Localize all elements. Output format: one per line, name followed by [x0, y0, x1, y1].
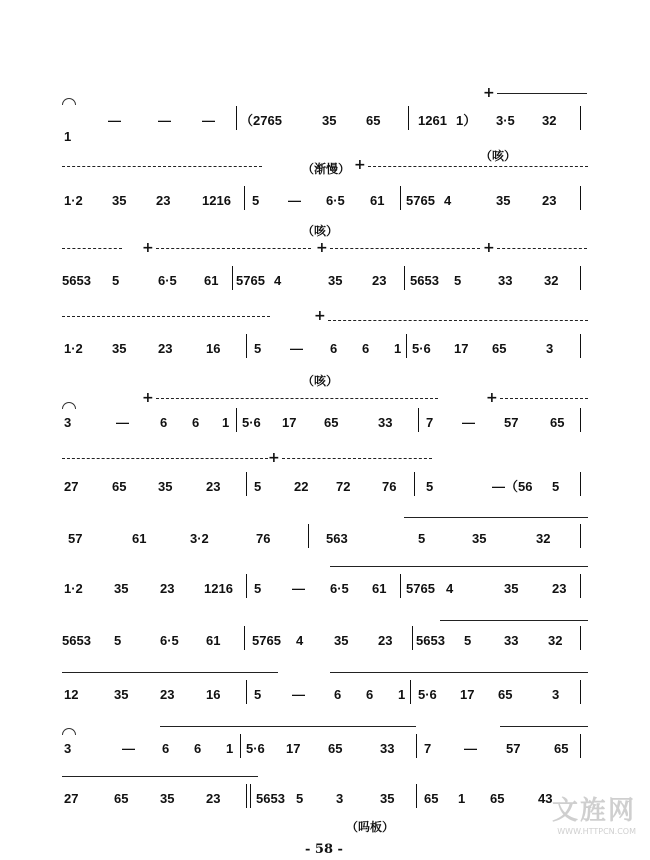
note-token: 61 — [206, 633, 221, 648]
barline — [418, 408, 419, 432]
note-token: 3 — [546, 341, 554, 356]
ornament-line — [328, 320, 588, 321]
dash-token: — — [464, 741, 477, 756]
score-row-4 — [60, 330, 590, 370]
ornament-line — [497, 248, 587, 249]
note-token: 6·5 — [326, 193, 345, 208]
note-token: 1 — [394, 341, 402, 356]
note-token: 35 — [504, 581, 519, 596]
watermark-url: WWW.HTTPCN.COM — [557, 827, 636, 836]
note-token: 27 — [64, 479, 79, 494]
note-token: 5 — [552, 479, 560, 494]
barline — [246, 574, 247, 598]
note-token: 5765 — [236, 273, 265, 288]
score-row-10 — [60, 676, 590, 716]
note-token: 23 — [378, 633, 393, 648]
note-token: 32 — [544, 273, 559, 288]
barline — [308, 524, 309, 548]
note-token: 1） — [456, 113, 477, 128]
note-token: —（56 — [492, 479, 533, 494]
note-token: 65 — [328, 741, 343, 756]
note-token: 17 — [282, 415, 297, 430]
note-token: 61 — [372, 581, 387, 596]
barline — [400, 574, 401, 598]
barline — [244, 186, 245, 210]
barline — [246, 472, 247, 496]
dash-token: — — [292, 581, 305, 596]
plus-mark: + — [316, 240, 328, 256]
barline — [232, 266, 233, 290]
ornament-line — [62, 458, 268, 459]
dash-token: — — [288, 193, 301, 208]
note-token: 4 — [446, 581, 454, 596]
note-token: 33 — [498, 273, 513, 288]
note-token: 5765 — [252, 633, 281, 648]
note-token: 35 — [322, 113, 337, 128]
note-token: 1 — [222, 415, 230, 430]
ornament-line — [156, 248, 311, 249]
barline — [410, 680, 411, 704]
note-token: 35 — [472, 531, 487, 546]
ornament-line — [62, 166, 262, 167]
note-token: 1·2 — [64, 581, 83, 596]
barline — [580, 574, 581, 598]
note-token: 3 — [336, 791, 344, 806]
note-token: 5 — [254, 687, 262, 702]
note-token: 6 — [366, 687, 374, 702]
ornament-line — [500, 726, 588, 727]
note-token: 4 — [444, 193, 452, 208]
barline — [580, 626, 581, 650]
note-token: 65 — [490, 791, 505, 806]
note-token: 6 — [330, 341, 338, 356]
note-token: 35 — [114, 581, 129, 596]
dash-token: — — [292, 687, 305, 702]
marking-yaoban: （吗板） — [346, 820, 395, 834]
ornament-line — [282, 458, 432, 459]
note-token: 5·6 — [242, 415, 261, 430]
note-token: 5765 — [406, 581, 435, 596]
barline — [580, 734, 581, 758]
note-token: 1216 — [202, 193, 231, 208]
plus-mark: + — [483, 85, 495, 101]
note-token: 5 — [464, 633, 472, 648]
note-token: 35 — [496, 193, 511, 208]
note-token: 5 — [426, 479, 434, 494]
note-token: 4 — [274, 273, 282, 288]
note-token: 23 — [372, 273, 387, 288]
note-token: 1 — [226, 741, 234, 756]
note-token: 6 — [194, 741, 202, 756]
score-row-8 — [60, 570, 590, 610]
barline — [580, 186, 581, 210]
note-token: 3 — [64, 741, 72, 756]
note-token: 61 — [132, 531, 147, 546]
dash-token: — — [290, 341, 303, 356]
score-row-5 — [60, 404, 590, 444]
note-token: 35 — [112, 193, 127, 208]
barline — [404, 266, 405, 290]
note-token: 6 — [162, 741, 170, 756]
barline — [414, 472, 415, 496]
dash-token: — — [202, 113, 215, 128]
slur-mark — [62, 402, 76, 409]
note-token: 7 — [426, 415, 434, 430]
note-token: 17 — [460, 687, 475, 702]
ornament-line — [62, 672, 278, 673]
note-token: 61 — [370, 193, 385, 208]
barline — [580, 680, 581, 704]
note-token: 5·6 — [412, 341, 431, 356]
note-token: 22 — [294, 479, 309, 494]
note-token: 23 — [552, 581, 567, 596]
ornament-line — [156, 398, 438, 399]
watermark — [552, 790, 636, 836]
note-token: 7 — [424, 741, 432, 756]
marking-ke: （咳） — [480, 149, 517, 163]
note-token: 23 — [542, 193, 557, 208]
watermark-text: 文旌网 — [551, 796, 636, 826]
note-token: 5653 — [410, 273, 439, 288]
note-token: 1·2 — [64, 193, 83, 208]
note-token: 17 — [454, 341, 469, 356]
barline — [412, 626, 413, 650]
note-token: 6 — [362, 341, 370, 356]
note-token: 5653 — [62, 633, 91, 648]
note-token: 5 — [254, 581, 262, 596]
note-token: 43 — [538, 791, 553, 806]
note-token: 57 — [504, 415, 519, 430]
note-token: 5·6 — [418, 687, 437, 702]
barline — [580, 266, 581, 290]
barline — [408, 106, 409, 130]
barline — [580, 334, 581, 358]
page-number: - 58 - — [305, 842, 343, 857]
score-row-1 — [60, 102, 590, 142]
note-token: 35 — [112, 341, 127, 356]
note-token: 32 — [548, 633, 563, 648]
note-token: 5 — [254, 341, 262, 356]
plus-mark: + — [142, 390, 154, 406]
plus-mark: + — [483, 240, 495, 256]
note-token: 33 — [504, 633, 519, 648]
note-token: 3 — [64, 415, 72, 430]
note-token: 65 — [492, 341, 507, 356]
note-token: 5 — [252, 193, 260, 208]
note-token: 6 — [334, 687, 342, 702]
barline — [240, 734, 241, 758]
note-token: 35 — [114, 687, 129, 702]
score-row-7 — [60, 520, 590, 560]
ornament-line — [62, 248, 122, 249]
plus-mark: + — [142, 240, 154, 256]
note-token: 35 — [334, 633, 349, 648]
slur-mark — [62, 98, 76, 105]
note-token: 5 — [454, 273, 462, 288]
note-token: 17 — [286, 741, 301, 756]
note-token: 65 — [114, 791, 129, 806]
barline — [236, 106, 237, 130]
note-token: （2765 — [240, 113, 282, 128]
note-token: 1216 — [204, 581, 233, 596]
note-token: 32 — [536, 531, 551, 546]
plus-mark: + — [486, 390, 498, 406]
note-token: 6·5 — [330, 581, 349, 596]
note-token: 23 — [206, 791, 221, 806]
plus-mark: + — [354, 157, 366, 173]
note-token: 35 — [160, 791, 175, 806]
barline — [580, 106, 581, 130]
note-token: 4 — [296, 633, 304, 648]
ornament-line — [330, 566, 588, 567]
note-token: 65 — [498, 687, 513, 702]
note-token: 76 — [256, 531, 271, 546]
score-row-11 — [60, 730, 590, 770]
note-token: 6 — [160, 415, 168, 430]
note-token: 33 — [378, 415, 393, 430]
note-token: 76 — [382, 479, 397, 494]
note-token: 1261 — [418, 113, 447, 128]
score-row-2 — [60, 182, 590, 222]
note-token: 5765 — [406, 193, 435, 208]
note-token: 57 — [506, 741, 521, 756]
note-token: 5 — [254, 479, 262, 494]
note-token: 23 — [206, 479, 221, 494]
note-token: 5653 — [62, 273, 91, 288]
ornament-line — [500, 398, 588, 399]
ornament-line — [497, 93, 587, 94]
barline — [416, 784, 417, 808]
barline — [244, 626, 245, 650]
note-token: 5·6 — [246, 741, 265, 756]
note-token: 65 — [550, 415, 565, 430]
note-token: 27 — [64, 791, 79, 806]
note-token: 65 — [424, 791, 439, 806]
ornament-line — [368, 166, 588, 167]
note-token: 5653 — [256, 791, 285, 806]
note-token: 6·5 — [158, 273, 177, 288]
barline — [580, 524, 581, 548]
note-token: 16 — [206, 341, 221, 356]
barline — [416, 734, 417, 758]
ornament-line — [62, 776, 258, 777]
marking-jianman: （渐慢） — [302, 162, 351, 176]
barline — [236, 408, 237, 432]
note-token: 72 — [336, 479, 351, 494]
note-token: 1·2 — [64, 341, 83, 356]
note-token: 6·5 — [160, 633, 179, 648]
note-token: 12 — [64, 687, 79, 702]
slur-mark — [62, 728, 76, 735]
note-token: 16 — [206, 687, 221, 702]
note-token: 1 — [398, 687, 406, 702]
note-token: 23 — [160, 687, 175, 702]
note-token: 1 — [64, 129, 72, 144]
note-token: 65 — [554, 741, 569, 756]
note-token: 61 — [204, 273, 219, 288]
double-barline — [246, 784, 251, 808]
barline — [580, 472, 581, 496]
note-token: 32 — [542, 113, 557, 128]
barline — [246, 334, 247, 358]
note-token: 23 — [160, 581, 175, 596]
ornament-line — [160, 726, 416, 727]
plus-mark: + — [268, 450, 280, 466]
note-token: 1 — [458, 791, 466, 806]
ornament-line — [62, 316, 270, 317]
score-row-6 — [60, 468, 590, 508]
marking-ke: （咳） — [302, 224, 339, 238]
note-token: 23 — [156, 193, 171, 208]
note-token: 57 — [68, 531, 83, 546]
note-token: 23 — [158, 341, 173, 356]
dash-token: — — [122, 741, 135, 756]
ornament-line — [404, 517, 588, 518]
marking-ke: （咳） — [302, 374, 339, 388]
note-token: 65 — [112, 479, 127, 494]
note-token: 65 — [324, 415, 339, 430]
dash-token: — — [462, 415, 475, 430]
barline — [246, 680, 247, 704]
note-token: 6 — [192, 415, 200, 430]
note-token: 5653 — [416, 633, 445, 648]
note-token: 35 — [328, 273, 343, 288]
ornament-line — [440, 620, 588, 621]
note-token: 3 — [552, 687, 560, 702]
note-token: 563 — [326, 531, 348, 546]
dash-token: — — [116, 415, 129, 430]
note-token: 33 — [380, 741, 395, 756]
score-row-3 — [60, 262, 590, 302]
note-token: 35 — [380, 791, 395, 806]
note-token: 5 — [114, 633, 122, 648]
barline — [580, 408, 581, 432]
dash-token: — — [158, 113, 171, 128]
note-token: 5 — [112, 273, 120, 288]
note-token: 5 — [296, 791, 304, 806]
note-token: 35 — [158, 479, 173, 494]
barline — [400, 186, 401, 210]
note-token: 65 — [366, 113, 381, 128]
plus-mark: + — [314, 308, 326, 324]
score-row-12 — [60, 780, 590, 820]
note-token: 3·2 — [190, 531, 209, 546]
note-token: 5 — [418, 531, 426, 546]
barline — [406, 334, 407, 358]
ornament-line — [330, 672, 588, 673]
score-row-9 — [60, 622, 590, 662]
note-token: 3·5 — [496, 113, 515, 128]
dash-token: — — [108, 113, 121, 128]
ornament-line — [330, 248, 480, 249]
